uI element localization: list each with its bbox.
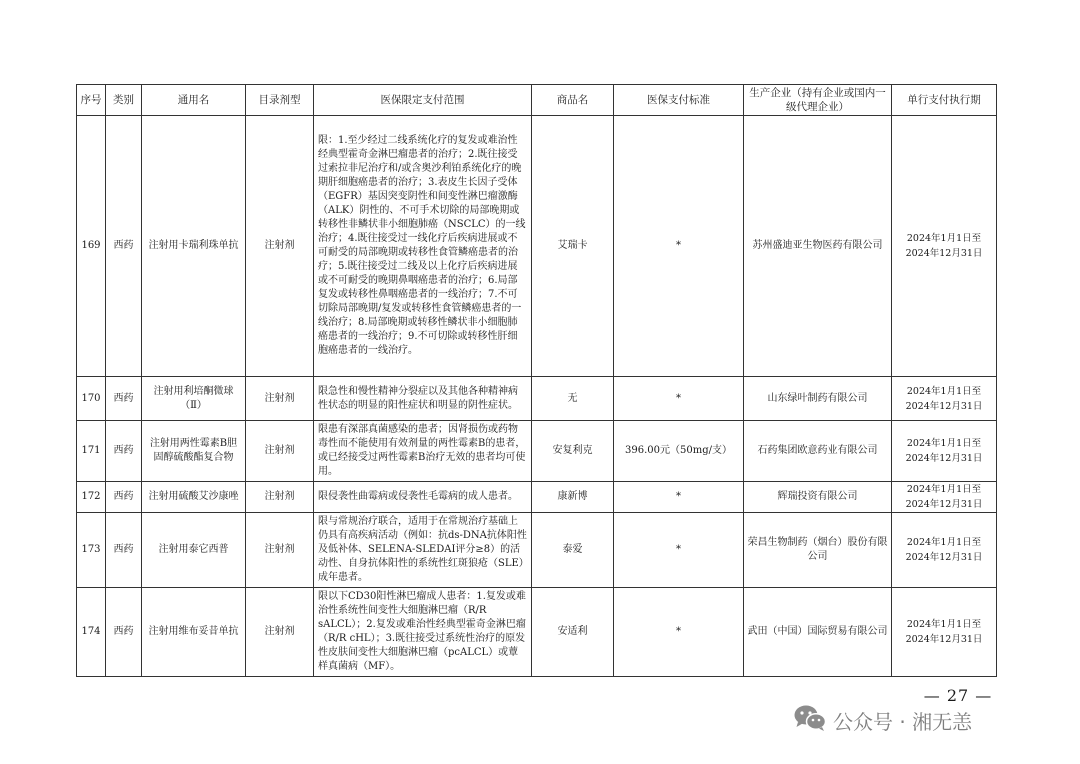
period-end: 2024年12月31日 [905, 634, 983, 645]
row-category: 西药 [106, 588, 142, 677]
row-generic-name: 注射用泰它西普 [142, 513, 246, 588]
row-dosage-form: 注射剂 [246, 377, 314, 421]
watermark-text: 公众号 · 湘无恙 [833, 709, 973, 734]
row-manufacturer: 山东绿叶制药有限公司 [744, 377, 892, 421]
header-generic-name: 通用名 [142, 85, 246, 116]
row-category: 西药 [106, 421, 142, 482]
row-generic-name: 注射用维布妥昔单抗 [142, 588, 246, 677]
row-no: 170 [77, 377, 106, 421]
period-start: 2024年1月1日至 [906, 438, 982, 449]
row-trade-name: 无 [532, 377, 614, 421]
header-period: 单行支付执行期 [892, 85, 997, 116]
header-scope: 医保限定支付范围 [314, 85, 532, 116]
row-trade-name: 泰爱 [532, 513, 614, 588]
period-start: 2024年1月1日至 [906, 385, 982, 397]
row-standard: 396.00元（50mg/支） [614, 421, 744, 482]
row-manufacturer: 荣昌生物制药（烟台）股份有限公司 [744, 513, 892, 588]
page-number: — 27 — [923, 686, 993, 705]
row-scope: 限与常规治疗联合，适用于在常规治疗基础上仍具有高疾病活动（例如：抗ds-DNA抗体阳性及低补体、SELENA-SLEDAI评分≥8）的活动性、自身抗体阳性的系统性红斑狼疮（SLE）成年患者。 [314, 513, 532, 588]
row-category: 西药 [106, 116, 142, 377]
row-generic-name: 注射用利培酮微球（Ⅱ） [142, 377, 246, 421]
row-scope: 限侵袭性曲霉病或侵袭性毛霉病的成人患者。 [314, 482, 532, 513]
table-row [77, 116, 997, 377]
row-period [892, 421, 997, 482]
header-standard: 医保支付标准 [614, 85, 744, 116]
header-trade-name: 商品名 [532, 85, 614, 116]
row-scope: 限：1.至少经过二线系统化疗的复发或难治性经典型霍奇金淋巴瘤患者的治疗；2.既往接受过索拉非尼治疗和/或含奥沙利铂系统化疗的晚期肝细胞癌患者的治疗；3.表皮生长因子受体（EGFR）基因突变阴性和间变性淋巴瘤激酶（ALK）阴性的、不可手术切除的局部晚期或转移性非鳞状非小细胞肺癌（NSCLC）的一线治疗；4.既往接受过一线化疗后疾病进展或不可耐受的局部晚期或转移性食管鳞癌患者的治疗；5.既往接受过二线及以上化疗后疾病进展或不可耐受的晚期鼻咽癌患者的治疗；6.局部复发或转移性鼻咽癌患者的一线治疗；7.不可切除局部晚期/复发或转移性食管鳞癌患者的一线治疗；8.局部晚期或转移性鳞状非小细胞肺癌患者的一线治疗；9.不可切除或转移性肝细胞癌患者的一线治疗。 [314, 116, 532, 377]
period-start: 2024年1月1日至 [906, 537, 982, 548]
row-trade-name: 艾瑞卡 [532, 116, 614, 377]
period-end: 2024年12月31日 [905, 453, 983, 464]
row-scope: 限急性和慢性精神分裂症以及其他各种精神病性状态的明显的阳性症状和明显的阴性症状。 [314, 377, 532, 421]
row-dosage-form: 注射剂 [246, 588, 314, 677]
row-period [892, 513, 997, 588]
row-manufacturer: 辉瑞投资有限公司 [744, 482, 892, 513]
row-no: 173 [77, 513, 106, 588]
period-end: 2024年12月31日 [905, 552, 983, 563]
row-period [892, 116, 997, 377]
drug-table [76, 84, 997, 677]
row-no: 174 [77, 588, 106, 677]
row-scope: 限患有深部真菌感染的患者；因肾损伤或药物毒性而不能使用有效剂量的两性霉素B的患者，或已经接受过两性霉素B治疗无效的患者均可使用。 [314, 421, 532, 482]
row-standard: * [614, 513, 744, 588]
row-dosage-form: 注射剂 [246, 482, 314, 513]
row-dosage-form: 注射剂 [246, 421, 314, 482]
header-no: 序号 [77, 85, 106, 116]
table-row [77, 421, 997, 482]
header-dosage-form: 目录剂型 [246, 85, 314, 116]
row-generic-name: 注射用卡瑞利珠单抗 [142, 116, 246, 377]
row-manufacturer: 石药集团欧意药业有限公司 [744, 421, 892, 482]
table-header-row [77, 85, 997, 116]
header-category: 类别 [106, 85, 142, 116]
period-start: 2024年1月1日至 [906, 484, 982, 495]
row-period [892, 377, 997, 421]
table-row [77, 588, 997, 677]
period-end: 2024年12月31日 [905, 499, 983, 510]
row-category: 西药 [106, 513, 142, 588]
row-period [892, 588, 997, 677]
row-scope: 限以下CD30阳性淋巴瘤成人患者：1.复发或难治性系统性间变性大细胞淋巴瘤（R/R sALCL）；2.复发或难治性经典型霍奇金淋巴瘤（R/R cHL）；3.既往接受过系统性治疗的原发性皮肤间变性大细胞淋巴瘤（pcALCL）或蕈样真菌病（MF）。 [314, 588, 532, 677]
period-end: 2024年12月31日 [905, 248, 983, 259]
row-dosage-form: 注射剂 [246, 513, 314, 588]
row-no: 172 [77, 482, 106, 513]
row-period [892, 482, 997, 513]
row-standard: * [614, 116, 744, 377]
row-manufacturer: 苏州盛迪亚生物医药有限公司 [744, 116, 892, 377]
period-start: 2024年1月1日至 [906, 233, 982, 244]
wechat-icon [793, 704, 833, 737]
row-standard: * [614, 588, 744, 677]
table-row [77, 482, 997, 513]
row-standard: * [614, 377, 744, 421]
row-manufacturer: 武田（中国）国际贸易有限公司 [744, 588, 892, 677]
row-no: 171 [77, 421, 106, 482]
table-row [77, 377, 997, 421]
row-dosage-form: 注射剂 [246, 116, 314, 377]
row-generic-name: 注射用硫酸艾沙康唑 [142, 482, 246, 513]
row-category: 西药 [106, 377, 142, 421]
row-trade-name: 康新博 [532, 482, 614, 513]
row-generic-name: 注射用两性霉素B胆固醇硫酸酯复合物 [142, 421, 246, 482]
row-standard: * [614, 482, 744, 513]
period-end: 2024年12月31日 [905, 400, 983, 412]
row-trade-name: 安复利克 [532, 421, 614, 482]
row-trade-name: 安适利 [532, 588, 614, 677]
header-manufacturer: 生产企业（持有企业或国内一级代理企业） [744, 85, 892, 116]
table-row [77, 513, 997, 588]
row-no: 169 [77, 116, 106, 377]
watermark [793, 704, 972, 736]
row-category: 西药 [106, 482, 142, 513]
period-start: 2024年1月1日至 [906, 619, 982, 630]
